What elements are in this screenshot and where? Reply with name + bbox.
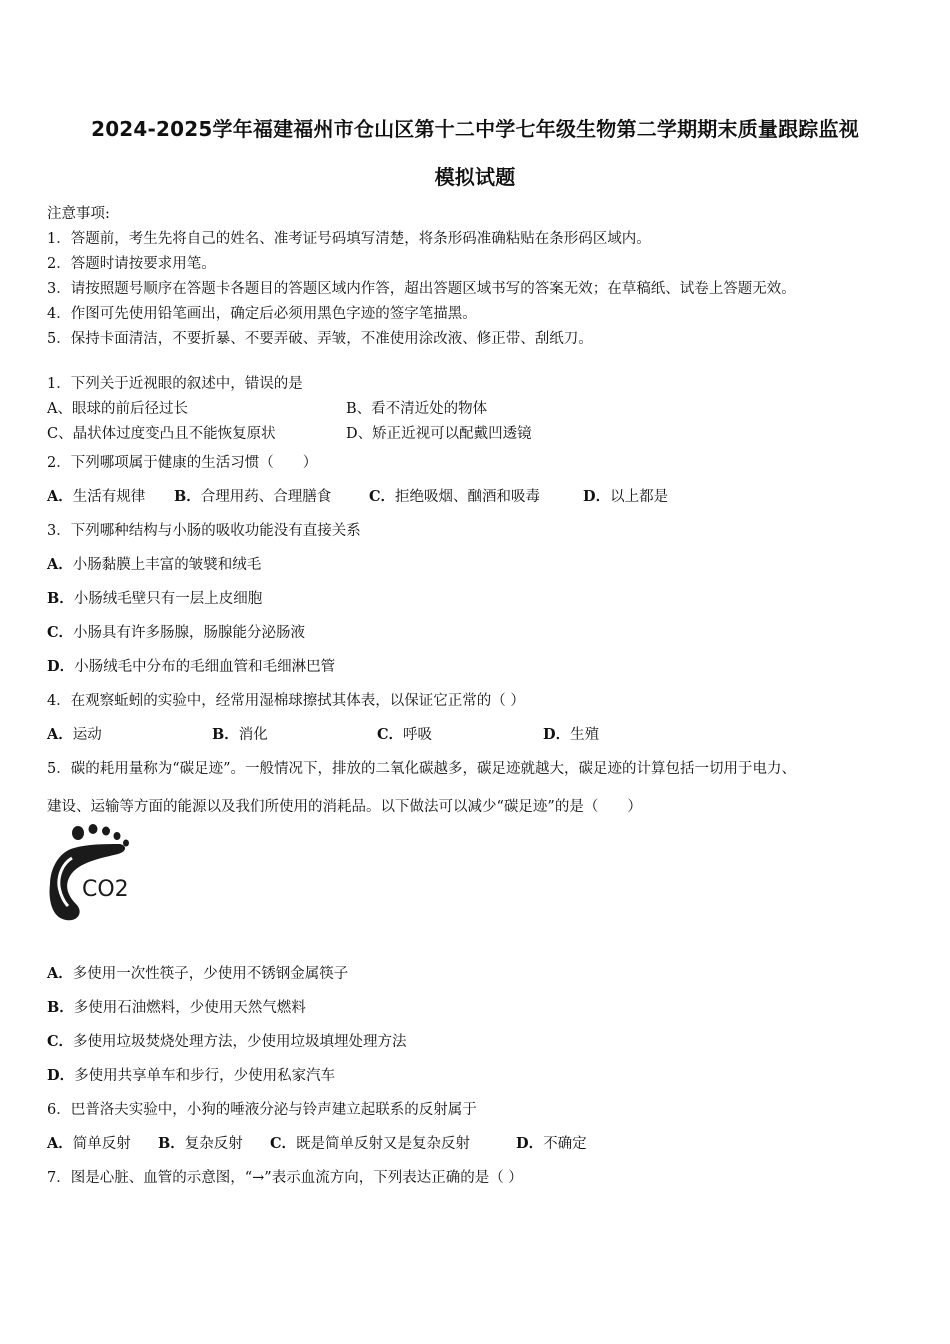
- notice-item-1: 1．答题前，考生先将自己的姓名、准考证号码填写清楚，将条形码准确粘贴在条形码区域内。: [47, 231, 651, 247]
- question-1-option-d: D、矫正近视可以配戴凹透镜: [346, 426, 532, 442]
- question-7-stem: 7．图是心脏、血管的示意图，“→”表示血流方向，下列表达正确的是（ ）: [47, 1170, 523, 1186]
- question-4-option-b: B．消化: [212, 726, 268, 743]
- toe-5: [123, 840, 129, 847]
- toe-big: [72, 826, 84, 840]
- question-4-option-c: C．呼吸: [377, 726, 433, 743]
- question-3-option-a: A．小肠黏膜上丰富的皱襞和绒毛: [47, 556, 262, 573]
- question-5-stem-line-2: 建设、运输等方面的能源以及我们所使用的消耗品。以下做法可以减少“碳足迹”的是（ ）: [47, 799, 642, 815]
- question-2-option-c: C．拒绝吸烟、酗酒和吸毒: [369, 488, 541, 505]
- question-3-option-b: B．小肠绒毛壁只有一层上皮细胞: [47, 590, 263, 607]
- question-2-option-d: D．以上都是: [583, 488, 669, 505]
- notice-item-4: 4．作图可先使用铅笔画出，确定后必须用黑色字迹的签字笔描黑。: [47, 306, 477, 322]
- notice-item-2: 2．答题时请按要求用笔。: [47, 256, 216, 272]
- toe-2: [89, 824, 98, 834]
- carbon-footprint-image: [44, 822, 138, 924]
- question-1-stem: 1．下列关于近视眼的叙述中，错误的是: [47, 376, 303, 392]
- question-5-stem-line-1: 5．碳的耗用量称为“碳足迹”。一般情况下，排放的二氧化碳越多，碳足迹就越大，碳足迹的计算包括一切用于电力、: [47, 761, 797, 777]
- exam-title-line-1: 2024-2025学年福建福州市仓山区第十二中学七年级生物第二学期期末质量跟踪监视: [91, 117, 859, 141]
- question-2-option-b: B．合理用药、合理膳食: [174, 488, 332, 505]
- toe-3: [102, 827, 110, 836]
- notice-item-5: 5．保持卡面清洁，不要折暴、不要弄破、弄皱，不准使用涂改液、修正带、刮纸刀。: [47, 331, 593, 347]
- question-6-option-a: A．简单反射: [47, 1135, 131, 1152]
- question-6-stem: 6．巴普洛夫实验中，小狗的唾液分泌与铃声建立起联系的反射属于: [47, 1102, 477, 1118]
- question-6-option-c: C．既是简单反射又是复杂反射: [270, 1135, 471, 1152]
- toe-4: [114, 832, 121, 840]
- question-4-option-d: D．生殖: [543, 726, 600, 743]
- exam-title-line-2: 模拟试题: [434, 165, 516, 189]
- question-6-option-d: D．不确定: [516, 1135, 587, 1152]
- question-1-option-a: A、眼球的前后径过长: [47, 401, 188, 417]
- question-3-stem: 3．下列哪种结构与小肠的吸收功能没有直接关系: [47, 523, 361, 539]
- question-4-stem: 4．在观察蚯蚓的实验中，经常用湿棉球擦拭其体表，以保证它正常的（ ）: [47, 693, 525, 709]
- question-1-option-c: C、晶状体过度变凸且不能恢复原状: [47, 426, 276, 442]
- question-2-stem: 2．下列哪项属于健康的生活习惯（ ）: [47, 455, 318, 471]
- question-5-option-d: D．多使用共享单车和步行，少使用私家汽车: [47, 1067, 336, 1084]
- question-2-option-a: A．生活有规律: [47, 488, 146, 505]
- question-6-option-b: B．复杂反射: [158, 1135, 243, 1152]
- question-3-option-d: D．小肠绒毛中分布的毛细血管和毛细淋巴管: [47, 658, 336, 675]
- question-3-option-c: C．小肠具有许多肠腺，肠腺能分泌肠液: [47, 624, 306, 641]
- question-5-option-a: A．多使用一次性筷子，少使用不锈钢金属筷子: [47, 965, 349, 982]
- question-1-option-b: B、看不清近处的物体: [346, 401, 488, 417]
- question-4-option-a: A．运动: [47, 726, 102, 743]
- question-5-option-c: C．多使用垃圾焚烧处理方法，少使用垃圾填埋处理方法: [47, 1033, 407, 1050]
- question-5-option-b: B．多使用石油燃料，少使用天然气燃料: [47, 999, 306, 1016]
- notice-heading: 注意事项:: [47, 206, 110, 222]
- notice-item-3: 3．请按照题号顺序在答题卡各题目的答题区域内作答，超出答题区域书写的答案无效；在草稿纸、试卷上答题无效。: [47, 281, 796, 297]
- co2-label: CO2: [82, 877, 129, 902]
